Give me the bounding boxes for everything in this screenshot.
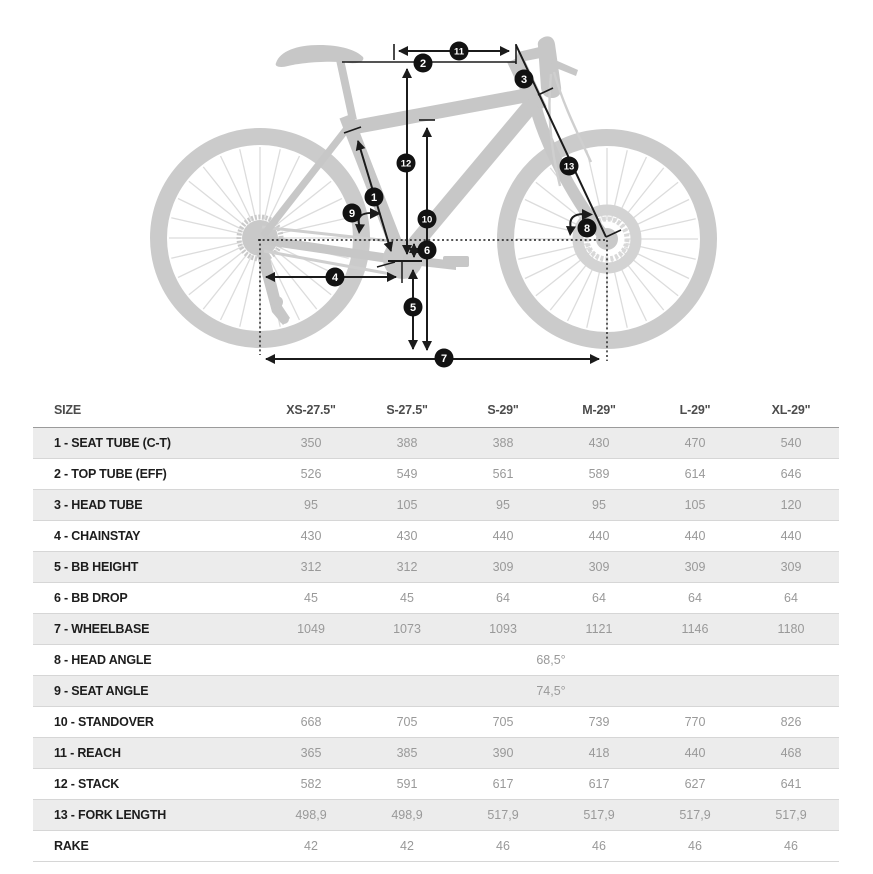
table-row bbox=[33, 800, 839, 831]
geometry-value: 95 bbox=[551, 490, 647, 521]
svg-text:5: 5 bbox=[409, 301, 417, 314]
column-header: S-27.5" bbox=[359, 392, 455, 428]
geometry-value: 120 bbox=[743, 490, 839, 521]
column-header: L-29" bbox=[647, 392, 743, 428]
geometry-value: 45 bbox=[359, 583, 455, 614]
geometry-value: 440 bbox=[743, 521, 839, 552]
svg-text:7: 7 bbox=[440, 352, 448, 365]
table-body bbox=[33, 428, 839, 862]
callout-12 bbox=[397, 154, 416, 173]
geometry-value: 309 bbox=[551, 552, 647, 583]
geometry-value: 526 bbox=[263, 459, 359, 490]
callout-10 bbox=[418, 210, 437, 229]
derailleur-pulley bbox=[271, 296, 283, 308]
geometry-value: 517,9 bbox=[455, 800, 551, 831]
row-label: RAKE bbox=[33, 831, 263, 862]
svg-text:13: 13 bbox=[563, 161, 575, 173]
geometry-value: 64 bbox=[455, 583, 551, 614]
geometry-value: 1093 bbox=[455, 614, 551, 645]
geometry-value: 309 bbox=[743, 552, 839, 583]
callout-1 bbox=[365, 188, 384, 207]
geometry-value: 46 bbox=[455, 831, 551, 862]
svg-text:3: 3 bbox=[520, 73, 528, 86]
geometry-value: 826 bbox=[743, 707, 839, 738]
geometry-value: 440 bbox=[551, 521, 647, 552]
geometry-value: 739 bbox=[551, 707, 647, 738]
geometry-value: 1180 bbox=[743, 614, 839, 645]
geometry-value: 95 bbox=[455, 490, 551, 521]
callout-13 bbox=[560, 157, 579, 176]
geometry-value: 614 bbox=[647, 459, 743, 490]
geometry-value: 388 bbox=[455, 428, 551, 459]
geometry-value: 517,9 bbox=[743, 800, 839, 831]
geometry-value: 770 bbox=[647, 707, 743, 738]
geometry-value: 617 bbox=[551, 769, 647, 800]
geometry-value: 549 bbox=[359, 459, 455, 490]
geometry-value: 617 bbox=[455, 769, 551, 800]
geometry-value: 705 bbox=[359, 707, 455, 738]
callout-11 bbox=[450, 42, 469, 61]
geometry-value: 105 bbox=[359, 490, 455, 521]
geometry-value-spanned: 68,5° bbox=[263, 645, 839, 676]
bike-silhouette-icon bbox=[159, 36, 709, 340]
table-row bbox=[33, 583, 839, 614]
geometry-value: 540 bbox=[743, 428, 839, 459]
derailleur-pulley bbox=[279, 314, 289, 324]
table-row bbox=[33, 521, 839, 552]
geometry-value: 385 bbox=[359, 738, 455, 769]
geometry-value: 1073 bbox=[359, 614, 455, 645]
table-row bbox=[33, 428, 839, 459]
geometry-value: 46 bbox=[647, 831, 743, 862]
geometry-value: 705 bbox=[455, 707, 551, 738]
callout-8 bbox=[578, 219, 597, 238]
svg-text:8: 8 bbox=[583, 222, 591, 235]
geometry-value: 440 bbox=[647, 738, 743, 769]
row-label: 4 - CHAINSTAY bbox=[33, 521, 263, 552]
table-row bbox=[33, 676, 839, 707]
row-label: 1 - SEAT TUBE (C-T) bbox=[33, 428, 263, 459]
callout-9 bbox=[343, 204, 362, 223]
geometry-table-section bbox=[0, 392, 873, 862]
geometry-value: 42 bbox=[359, 831, 455, 862]
geometry-value: 64 bbox=[647, 583, 743, 614]
geometry-value: 517,9 bbox=[647, 800, 743, 831]
geometry-value: 591 bbox=[359, 769, 455, 800]
row-label: 11 - REACH bbox=[33, 738, 263, 769]
row-label: 5 - BB HEIGHT bbox=[33, 552, 263, 583]
svg-text:10: 10 bbox=[421, 214, 433, 226]
column-header: SIZE bbox=[33, 392, 263, 428]
geometry-value: 1146 bbox=[647, 614, 743, 645]
geometry-diagram bbox=[0, 0, 873, 392]
geometry-value: 388 bbox=[359, 428, 455, 459]
row-label: 7 - WHEELBASE bbox=[33, 614, 263, 645]
geometry-value: 641 bbox=[743, 769, 839, 800]
geometry-value: 1049 bbox=[263, 614, 359, 645]
geometry-value: 418 bbox=[551, 738, 647, 769]
callout-3 bbox=[515, 70, 534, 89]
row-label: 2 - TOP TUBE (EFF) bbox=[33, 459, 263, 490]
saddle bbox=[276, 45, 364, 67]
callout-6 bbox=[418, 241, 437, 260]
geometry-value: 430 bbox=[263, 521, 359, 552]
svg-text:1: 1 bbox=[370, 191, 378, 204]
geometry-value: 517,9 bbox=[551, 800, 647, 831]
callout-7 bbox=[435, 349, 454, 368]
geometry-value: 312 bbox=[359, 552, 455, 583]
geometry-table bbox=[33, 392, 839, 862]
svg-text:12: 12 bbox=[400, 158, 412, 170]
row-label: 6 - BB DROP bbox=[33, 583, 263, 614]
geometry-value: 309 bbox=[647, 552, 743, 583]
pedal bbox=[443, 256, 469, 267]
table-row bbox=[33, 552, 839, 583]
column-header: M-29" bbox=[551, 392, 647, 428]
geometry-value: 440 bbox=[455, 521, 551, 552]
column-header: S-29" bbox=[455, 392, 551, 428]
geometry-value: 95 bbox=[263, 490, 359, 521]
table-row bbox=[33, 645, 839, 676]
table-row bbox=[33, 769, 839, 800]
geometry-value: 668 bbox=[263, 707, 359, 738]
table-row bbox=[33, 707, 839, 738]
callout-2 bbox=[414, 54, 433, 73]
svg-text:6: 6 bbox=[423, 244, 431, 257]
geometry-value: 498,9 bbox=[359, 800, 455, 831]
row-label: 10 - STANDOVER bbox=[33, 707, 263, 738]
svg-text:9: 9 bbox=[348, 207, 356, 220]
geometry-value: 105 bbox=[647, 490, 743, 521]
geometry-value: 365 bbox=[263, 738, 359, 769]
geometry-value: 1121 bbox=[551, 614, 647, 645]
row-label: 8 - HEAD ANGLE bbox=[33, 645, 263, 676]
row-label: 3 - HEAD TUBE bbox=[33, 490, 263, 521]
geometry-value: 46 bbox=[743, 831, 839, 862]
geometry-value: 64 bbox=[743, 583, 839, 614]
geometry-value: 646 bbox=[743, 459, 839, 490]
geometry-value: 470 bbox=[647, 428, 743, 459]
table-row bbox=[33, 459, 839, 490]
row-label: 12 - STACK bbox=[33, 769, 263, 800]
geometry-value: 561 bbox=[455, 459, 551, 490]
svg-text:4: 4 bbox=[331, 271, 339, 284]
geometry-value: 350 bbox=[263, 428, 359, 459]
geometry-value: 46 bbox=[551, 831, 647, 862]
callout-4 bbox=[326, 268, 345, 287]
table-header bbox=[33, 392, 839, 428]
table-row bbox=[33, 614, 839, 645]
geometry-value: 468 bbox=[743, 738, 839, 769]
geometry-value: 45 bbox=[263, 583, 359, 614]
geometry-value: 430 bbox=[359, 521, 455, 552]
geometry-value: 440 bbox=[647, 521, 743, 552]
geometry-value: 498,9 bbox=[263, 800, 359, 831]
column-header: XS-27.5" bbox=[263, 392, 359, 428]
geometry-value: 309 bbox=[455, 552, 551, 583]
svg-text:2: 2 bbox=[419, 57, 427, 70]
geometry-value-spanned: 74,5° bbox=[263, 676, 839, 707]
geometry-value: 589 bbox=[551, 459, 647, 490]
geometry-value: 64 bbox=[551, 583, 647, 614]
table-row bbox=[33, 831, 839, 862]
header-row bbox=[33, 392, 839, 428]
table-row bbox=[33, 490, 839, 521]
table-row bbox=[33, 738, 839, 769]
geometry-value: 390 bbox=[455, 738, 551, 769]
rear-derailleur bbox=[256, 250, 290, 325]
callout-5 bbox=[404, 298, 423, 317]
geometry-value: 430 bbox=[551, 428, 647, 459]
geometry-value: 42 bbox=[263, 831, 359, 862]
svg-text:11: 11 bbox=[453, 46, 465, 58]
row-label: 13 - FORK LENGTH bbox=[33, 800, 263, 831]
geometry-value: 312 bbox=[263, 552, 359, 583]
column-header: XL-29" bbox=[743, 392, 839, 428]
seatpost bbox=[335, 54, 357, 121]
row-label: 9 - SEAT ANGLE bbox=[33, 676, 263, 707]
geometry-value: 627 bbox=[647, 769, 743, 800]
geometry-value: 582 bbox=[263, 769, 359, 800]
